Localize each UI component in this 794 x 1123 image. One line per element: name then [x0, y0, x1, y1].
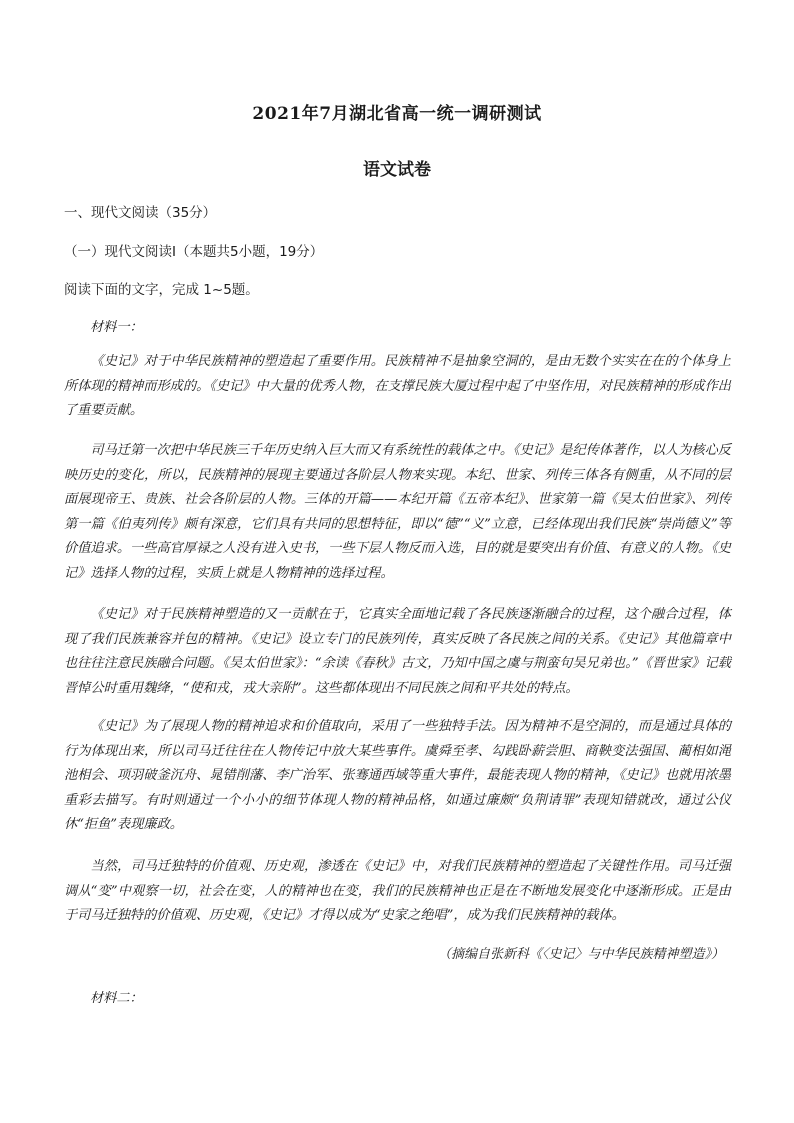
material-one-paragraph-1: 《史记》对于中华民族精神的塑造起了重要作用。民族精神不是抽象空洞的，是由无数个实实在在的个体身上所体现的精神而形成的。《史记》中大量的优秀人物，在支撑民族大厦过程中起了中坚作用，对民族精神的形成作出了重要贡献。 [64, 354, 731, 418]
material-one-source: （摘编自张新科《〈史记〉与中华民族精神塑造》） [437, 947, 724, 962]
exam-title: 2021年7月湖北省高一统一调研测试 [252, 104, 542, 124]
material-one-paragraph-4: 《史记》为了展现人物的精神追求和价值取向，采用了一些独特手法。因为精神不是空洞的，而是通过具体的行为体现出来，所以司马迁往往在人物传记中放大某些事件。虞舜至孝、勾践卧薪尝胆、商鞅变法强国、蔺相如渑池相会、项羽破釜沉舟、晁错削藩、李广治军、张骞通西域等重大事件，最能表现人物的精神，《史记》也就用浓墨重彩去描写。有时则通过一个小小的细节体现人物的精神品格，如通过廉颇“负荆请罪”表现知错就改，通过公仪休“拒鱼”表现廉政。 [64, 719, 731, 832]
material-one-paragraph-3: 《史记》对于民族精神塑造的又一贡献在于，它真实全面地记载了各民族逐渐融合的过程，这个融合过程，体现了我们民族兼容并包的精神。《史记》设立专门的民族列传，真实反映了各民族之间的关系。《史记》其他篇章中也往往注意民族融合问题。《吴太伯世家》：“余读《春秋》古文，乃知中国之虞与荆蛮句吴兄弟也。”《晋世家》记载晋悼公时重用魏绛，“使和戎，戎大亲附”。这些都体现出不同民族之间和平共处的特点。 [64, 607, 731, 696]
sub-section-heading: （一）现代文阅读Ⅰ（本题共5小题，19分） [64, 244, 324, 260]
section-heading: 一、现代文阅读（35分） [64, 205, 217, 221]
material-one-paragraph-2: 司马迁第一次把中华民族三千年历史纳入巨大而又有系统性的载体之中。《史记》是纪传体著作，以人为核心反映历史的变化，所以，民族精神的展现主要通过各阶层人物来实现。本纪、世家、列传三体各有侧重，从不同的层面展现帝王、贵族、社会各阶层的人物。三体的开篇——本纪开篇《五帝本纪》、世家第一篇《吴太伯世家》、列传第一篇《伯夷列传》颇有深意，它们具有共同的思想特征，即以“德”“义”立意，已经体现出我们民族“崇尚德义”等价值追求。一些高官厚禄之人没有进入史书，一些下层人物反而入选，目的就是要突出有价值、有意义的人物。《史记》选择人物的过程，实质上就是人物精神的选择过程。 [64, 443, 731, 581]
material-one-label: 材料一： [90, 320, 143, 335]
exam-subtitle: 语文试卷 [363, 160, 431, 180]
material-one-paragraph-5: 当然，司马迁独特的价值观、历史观，渗透在《史记》中，对我们民族精神的塑造起了关键性作用。司马迁强调从“变”中观察一切，社会在变，人的精神也在变，我们的民族精神也正是在不断地发展变化中逐渐形成。正是由于司马迁独特的价值观、历史观，《史记》才得以成为“史家之绝唱”，成为我们民族精神的载体。 [64, 859, 731, 923]
material-two-label: 材料二： [90, 991, 143, 1006]
reading-instruction: 阅读下面的文字，完成 1~5题。 [64, 282, 259, 298]
